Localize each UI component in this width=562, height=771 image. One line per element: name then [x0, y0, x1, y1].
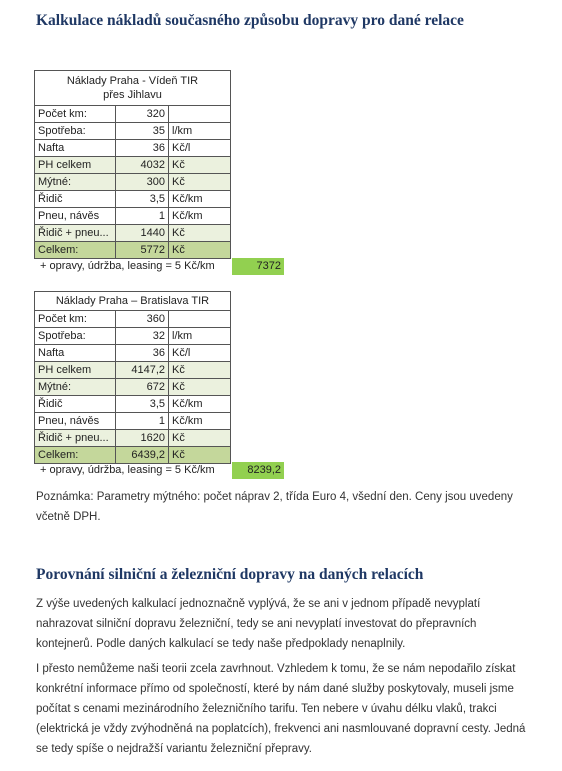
- table-row: [35, 106, 231, 123]
- note-paragraph: Poznámka: Parametry mýtného: počet náprav 2, třída Euro 4, všední den. Ceny jsou uvedeny včetně DPH.: [36, 491, 513, 523]
- paragraph-theory: I přesto nemůžeme naši teorii zcela zavrhnout. Vzhledem k tomu, že se nám nepodařilo získat konkrétní informace přímo od společností, které by nám dané služby poskytovaly, museli jsme počítat s cenami mezinárodního železničního tarifu. Ten nebere v úvahu délku vlaků, trakci (elektrická je vždy zvýhodněná na poplatcích), frekvenci ani nasmlouvané dopravní cesty. Jedná se tedy spíše o nejdražší variantu železniční přepravy.: [36, 663, 526, 755]
- table-title: [35, 292, 231, 311]
- row-label: PH celkem: [35, 362, 116, 379]
- row-value: 36: [116, 345, 169, 362]
- row-value: 300: [116, 174, 169, 191]
- extra-costs-label: + opravy, údržba, leasing = 5 Kč/km: [40, 260, 215, 272]
- table-row: [35, 208, 231, 225]
- table-row: [35, 396, 231, 413]
- extra-costs-value: 7372: [232, 258, 284, 275]
- row-label: Spotřeba:: [35, 328, 116, 345]
- row-value: 672: [116, 379, 169, 396]
- row-unit: Kč/km: [169, 191, 231, 208]
- table-row-total: [35, 242, 231, 259]
- table-row: [35, 140, 231, 157]
- row-value: 320: [116, 106, 169, 123]
- row-value: 1440: [116, 225, 169, 242]
- table-title-row: [35, 71, 231, 106]
- row-label: Pneu, návěs: [35, 413, 116, 430]
- table-row: [35, 379, 231, 396]
- heading-comparison: Porovnání silniční a železniční dopravy na daných relacích: [36, 566, 424, 583]
- row-label: Spotřeba:: [35, 123, 116, 140]
- table-row: [35, 191, 231, 208]
- table-row: [35, 311, 231, 328]
- row-label: Nafta: [35, 345, 116, 362]
- row-label: Mýtné:: [35, 174, 116, 191]
- row-unit: Kč: [169, 362, 231, 379]
- table-row: [35, 413, 231, 430]
- row-value: 1: [116, 208, 169, 225]
- row-unit: Kč/l: [169, 140, 231, 157]
- row-unit: [169, 106, 231, 123]
- row-unit: Kč: [169, 225, 231, 242]
- row-label: Mýtné:: [35, 379, 116, 396]
- table-row: [35, 174, 231, 191]
- row-unit: Kč: [169, 174, 231, 191]
- row-label: Řidič + pneu...: [35, 225, 116, 242]
- table-row: [35, 328, 231, 345]
- row-unit: Kč/km: [169, 208, 231, 225]
- row-label: Celkem:: [35, 242, 116, 259]
- row-value: 3,5: [116, 191, 169, 208]
- table-title-line2: přes Jihlavu: [103, 89, 162, 101]
- row-unit: Kč: [169, 157, 231, 174]
- table-row: [35, 345, 231, 362]
- table-row: [35, 225, 231, 242]
- row-value: 36: [116, 140, 169, 157]
- row-value: 4147,2: [116, 362, 169, 379]
- row-unit: Kč: [169, 430, 231, 447]
- row-label: Počet km:: [35, 106, 116, 123]
- table-row: [35, 430, 231, 447]
- table-title: [35, 71, 231, 106]
- row-label: Řidič: [35, 191, 116, 208]
- table-row: [35, 362, 231, 379]
- row-label: Počet km:: [35, 311, 116, 328]
- row-unit: Kč: [169, 379, 231, 396]
- row-unit: Kč: [169, 447, 231, 464]
- row-unit: Kč: [169, 242, 231, 259]
- extra-costs-value: 8239,2: [232, 462, 284, 479]
- row-unit: l/km: [169, 328, 231, 345]
- row-value: 6439,2: [116, 447, 169, 464]
- row-label: Řidič: [35, 396, 116, 413]
- row-value: 32: [116, 328, 169, 345]
- paragraph-conclusion: Z výše uvedených kalkulací jednoznačně vyplývá, že se ani v jednom případě nevyplatí nahrazovat silniční dopravu železniční, tedy se ani nevyplatí investovat do přepravních kontejnerů. Podle daných kalkulací se tedy naše předpoklady nenaplnily.: [36, 598, 481, 650]
- row-unit: l/km: [169, 123, 231, 140]
- table-row: [35, 123, 231, 140]
- table-title-line1: Náklady Praha – Bratislava TIR: [55, 295, 210, 307]
- table-title-line1: Náklady Praha - Vídeň TIR: [66, 75, 199, 87]
- table-row: [35, 157, 231, 174]
- row-value: 3,5: [116, 396, 169, 413]
- row-unit: Kč/l: [169, 345, 231, 362]
- heading-calculation: Kalkulace nákladů současného způsobu dopravy pro dané relace: [36, 12, 464, 29]
- row-label: Nafta: [35, 140, 116, 157]
- table-praha-bratislava: [34, 291, 231, 464]
- table-praha-viden: [34, 70, 231, 259]
- table-row-total: [35, 447, 231, 464]
- row-unit: Kč/km: [169, 413, 231, 430]
- row-label: Celkem:: [35, 447, 116, 464]
- row-label: Řidič + pneu...: [35, 430, 116, 447]
- row-unit: Kč/km: [169, 396, 231, 413]
- row-value: 35: [116, 123, 169, 140]
- row-label: PH celkem: [35, 157, 116, 174]
- row-value: 1: [116, 413, 169, 430]
- row-value: 5772: [116, 242, 169, 259]
- extra-costs-label: + opravy, údržba, leasing = 5 Kč/km: [40, 464, 215, 476]
- row-value: 360: [116, 311, 169, 328]
- row-label: Pneu, návěs: [35, 208, 116, 225]
- row-value: 1620: [116, 430, 169, 447]
- row-value: 4032: [116, 157, 169, 174]
- row-unit: [169, 311, 231, 328]
- table-title-row: [35, 292, 231, 311]
